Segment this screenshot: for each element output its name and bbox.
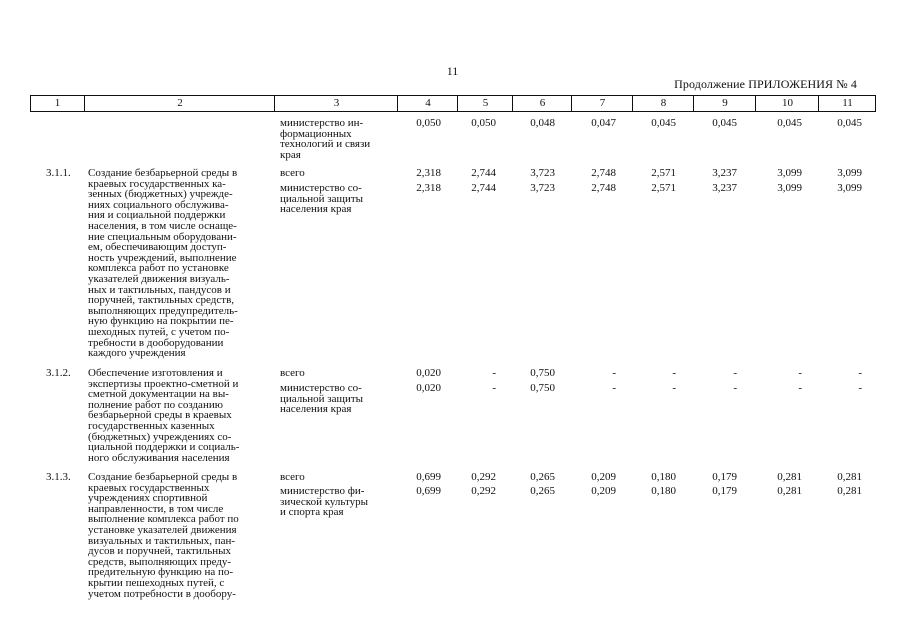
value-cell: 0,750: [530, 382, 555, 394]
description-line: ниях социального обслужива-: [88, 198, 229, 211]
executor-label-line: зической культуры: [280, 495, 369, 508]
value-cell: 0,699: [416, 471, 441, 483]
executor-label-line: министерство ин-: [280, 117, 364, 129]
value-cell: 0,281: [837, 485, 862, 497]
description-line: предительную функцию на по-: [88, 566, 234, 579]
description-line: ного обслуживания населения: [88, 451, 230, 464]
value-cell: 0,265: [530, 471, 555, 483]
description-line: краевых государственных: [88, 481, 210, 494]
executor-label-line: края: [280, 148, 301, 161]
executor-label-line: населения края: [280, 203, 352, 216]
value-cell: -: [612, 382, 616, 394]
executor-label-line: министерство фи-: [280, 485, 365, 497]
value-cell: 3,237: [712, 182, 737, 194]
row-number: 3.1.2.: [46, 367, 71, 379]
description-line: экспертизы проектно-сметной и: [88, 377, 239, 390]
value-cell: 2,744: [471, 167, 496, 179]
value-cell: 3,099: [777, 167, 802, 179]
header-cell-11: 11: [818, 96, 876, 111]
value-cell: 0,050: [471, 117, 496, 129]
value-cell: -: [798, 382, 802, 394]
value-cell: -: [733, 367, 737, 379]
description-line: зенных (бюджетных) учрежде-: [88, 188, 233, 201]
executor-label-line: технологий и связи: [280, 138, 371, 151]
description-line: Обеспечение изготовления и: [88, 367, 223, 379]
executor-label-line: министерство со-: [280, 182, 362, 194]
description-line: дусов и поручней, тактильных: [88, 545, 231, 558]
executor-label: [280, 472, 390, 483]
header-cell-9: 9: [693, 96, 756, 111]
value-cell: 0,047: [591, 117, 616, 129]
header-cell-8: 8: [632, 96, 694, 111]
header-cell-6: 6: [512, 96, 572, 111]
description-line: направленности, в том числе: [88, 502, 224, 515]
description-line: сметной документации на вы-: [88, 388, 229, 401]
row-number: 3.1.1.: [46, 167, 71, 179]
value-cell: 0,045: [837, 117, 862, 129]
value-cell: 2,744: [471, 182, 496, 194]
description-line: циальной поддержки и социаль-: [88, 441, 240, 454]
value-cell: 0,209: [591, 485, 616, 497]
description-line: крытии пешеходных путей, с: [88, 576, 225, 589]
value-cell: 3,237: [712, 167, 737, 179]
value-cell: -: [672, 367, 676, 379]
row-description: [88, 368, 270, 463]
value-cell: 3,099: [777, 182, 802, 194]
header-cell-7: 7: [571, 96, 633, 111]
value-cell: -: [798, 367, 802, 379]
description-line: каждого учреждения: [88, 347, 186, 360]
continuation-label: Продолжение ПРИЛОЖЕНИЯ № 4: [674, 77, 857, 91]
description-line: ную функцию на покрытии пе-: [88, 315, 234, 328]
description-line: визуальных и тактильных, пан-: [88, 534, 236, 547]
value-cell: 2,318: [416, 167, 441, 179]
value-cell: 0,045: [651, 117, 676, 129]
description-line: указателей движения визуаль-: [88, 272, 230, 285]
executor-label-line: и спорта края: [280, 506, 344, 519]
description-line: ния и социальной поддержки: [88, 209, 226, 222]
value-cell: 0,281: [777, 485, 802, 497]
row-description: [88, 472, 270, 599]
executor-label-line: циальной защиты: [280, 392, 364, 405]
description-line: населения, в том числе оснаще-: [88, 219, 237, 232]
description-line: ных и тактильных, пандусов и: [88, 283, 231, 296]
value-cell: 2,748: [591, 167, 616, 179]
description-line: безбарьерной среды в краевых: [88, 409, 232, 422]
value-cell: 0,020: [416, 367, 441, 379]
description-line: выполняющих предупредитель-: [88, 304, 238, 317]
value-cell: 0,179: [712, 485, 737, 497]
value-cell: 3,099: [837, 167, 862, 179]
description-line: ние специальным оборудовани-: [88, 230, 237, 243]
header-cell-3: 3: [274, 96, 398, 111]
value-cell: 0,045: [712, 117, 737, 129]
executor-label-line: всего: [280, 367, 305, 379]
header-cell-10: 10: [755, 96, 819, 111]
executor-label: [280, 183, 390, 215]
value-cell: -: [858, 382, 862, 394]
description-line: требности в дооборудовании: [88, 336, 224, 349]
value-cell: -: [612, 367, 616, 379]
description-line: краевых государственных ка-: [88, 177, 226, 190]
description-line: поручней, тактильных средств,: [88, 294, 235, 307]
executor-label: [280, 368, 390, 379]
header-cell-5: 5: [457, 96, 513, 111]
executor-label: [280, 118, 390, 160]
executor-label: [280, 486, 390, 518]
value-cell: 0,048: [530, 117, 555, 129]
value-cell: 0,281: [777, 471, 802, 483]
description-line: установке указателей движения: [88, 523, 237, 536]
value-cell: 0,179: [712, 471, 737, 483]
value-cell: 3,099: [837, 182, 862, 194]
description-line: комплекса работ по установке: [88, 262, 229, 275]
value-cell: -: [672, 382, 676, 394]
description-line: государственных казенных: [88, 419, 215, 432]
executor-label-line: всего: [280, 167, 305, 179]
executor-label: [280, 383, 390, 415]
value-cell: 0,045: [777, 117, 802, 129]
executor-label-line: населения края: [280, 403, 352, 416]
value-cell: 0,292: [471, 471, 496, 483]
value-cell: 0,292: [471, 485, 496, 497]
description-line: учреждениях спортивной: [88, 492, 208, 505]
value-cell: 0,020: [416, 382, 441, 394]
description-line: выполнение комплекса работ по: [88, 513, 239, 526]
description-line: шеходных путей, с учетом по-: [88, 325, 230, 338]
value-cell: -: [858, 367, 862, 379]
value-cell: -: [492, 382, 496, 394]
value-cell: 3,723: [530, 167, 555, 179]
value-cell: 3,723: [530, 182, 555, 194]
value-cell: 2,571: [651, 167, 676, 179]
value-cell: 0,180: [651, 485, 676, 497]
header-cell-2: 2: [84, 96, 275, 111]
description-line: ность учреждений, выполнение: [88, 251, 237, 264]
value-cell: 2,318: [416, 182, 441, 194]
executor-label-line: формационных: [280, 127, 352, 140]
executor-label-line: циальной защиты: [280, 192, 364, 205]
description-line: ем, обеспечивающим доступ-: [88, 241, 227, 254]
row-description: [88, 168, 270, 359]
value-cell: 0,209: [591, 471, 616, 483]
value-cell: 0,050: [416, 117, 441, 129]
executor-label-line: министерство со-: [280, 382, 362, 394]
value-cell: -: [492, 367, 496, 379]
value-cell: -: [733, 382, 737, 394]
value-cell: 0,180: [651, 471, 676, 483]
description-line: Создание безбарьерной среды в: [88, 167, 238, 179]
value-cell: 0,699: [416, 485, 441, 497]
row-number: 3.1.3.: [46, 471, 71, 483]
executor-label-line: всего: [280, 471, 305, 483]
description-line: средств, выполняющих преду-: [88, 555, 232, 568]
value-cell: 0,281: [837, 471, 862, 483]
description-line: учетом потребности в дообору-: [88, 587, 236, 600]
value-cell: 2,571: [651, 182, 676, 194]
header-cell-1: 1: [54, 97, 61, 109]
header-cell-4: 4: [397, 96, 458, 111]
value-cell: 0,750: [530, 367, 555, 379]
executor-label: [280, 168, 390, 179]
value-cell: 0,265: [530, 485, 555, 497]
description-line: Создание безбарьерной среды в: [88, 471, 238, 483]
description-line: (бюджетных) учреждениях со-: [88, 430, 232, 443]
description-line: полнение работ по созданию: [88, 398, 223, 411]
table-header-row: [30, 95, 876, 112]
value-cell: 2,748: [591, 182, 616, 194]
page-number: 11: [446, 64, 459, 78]
